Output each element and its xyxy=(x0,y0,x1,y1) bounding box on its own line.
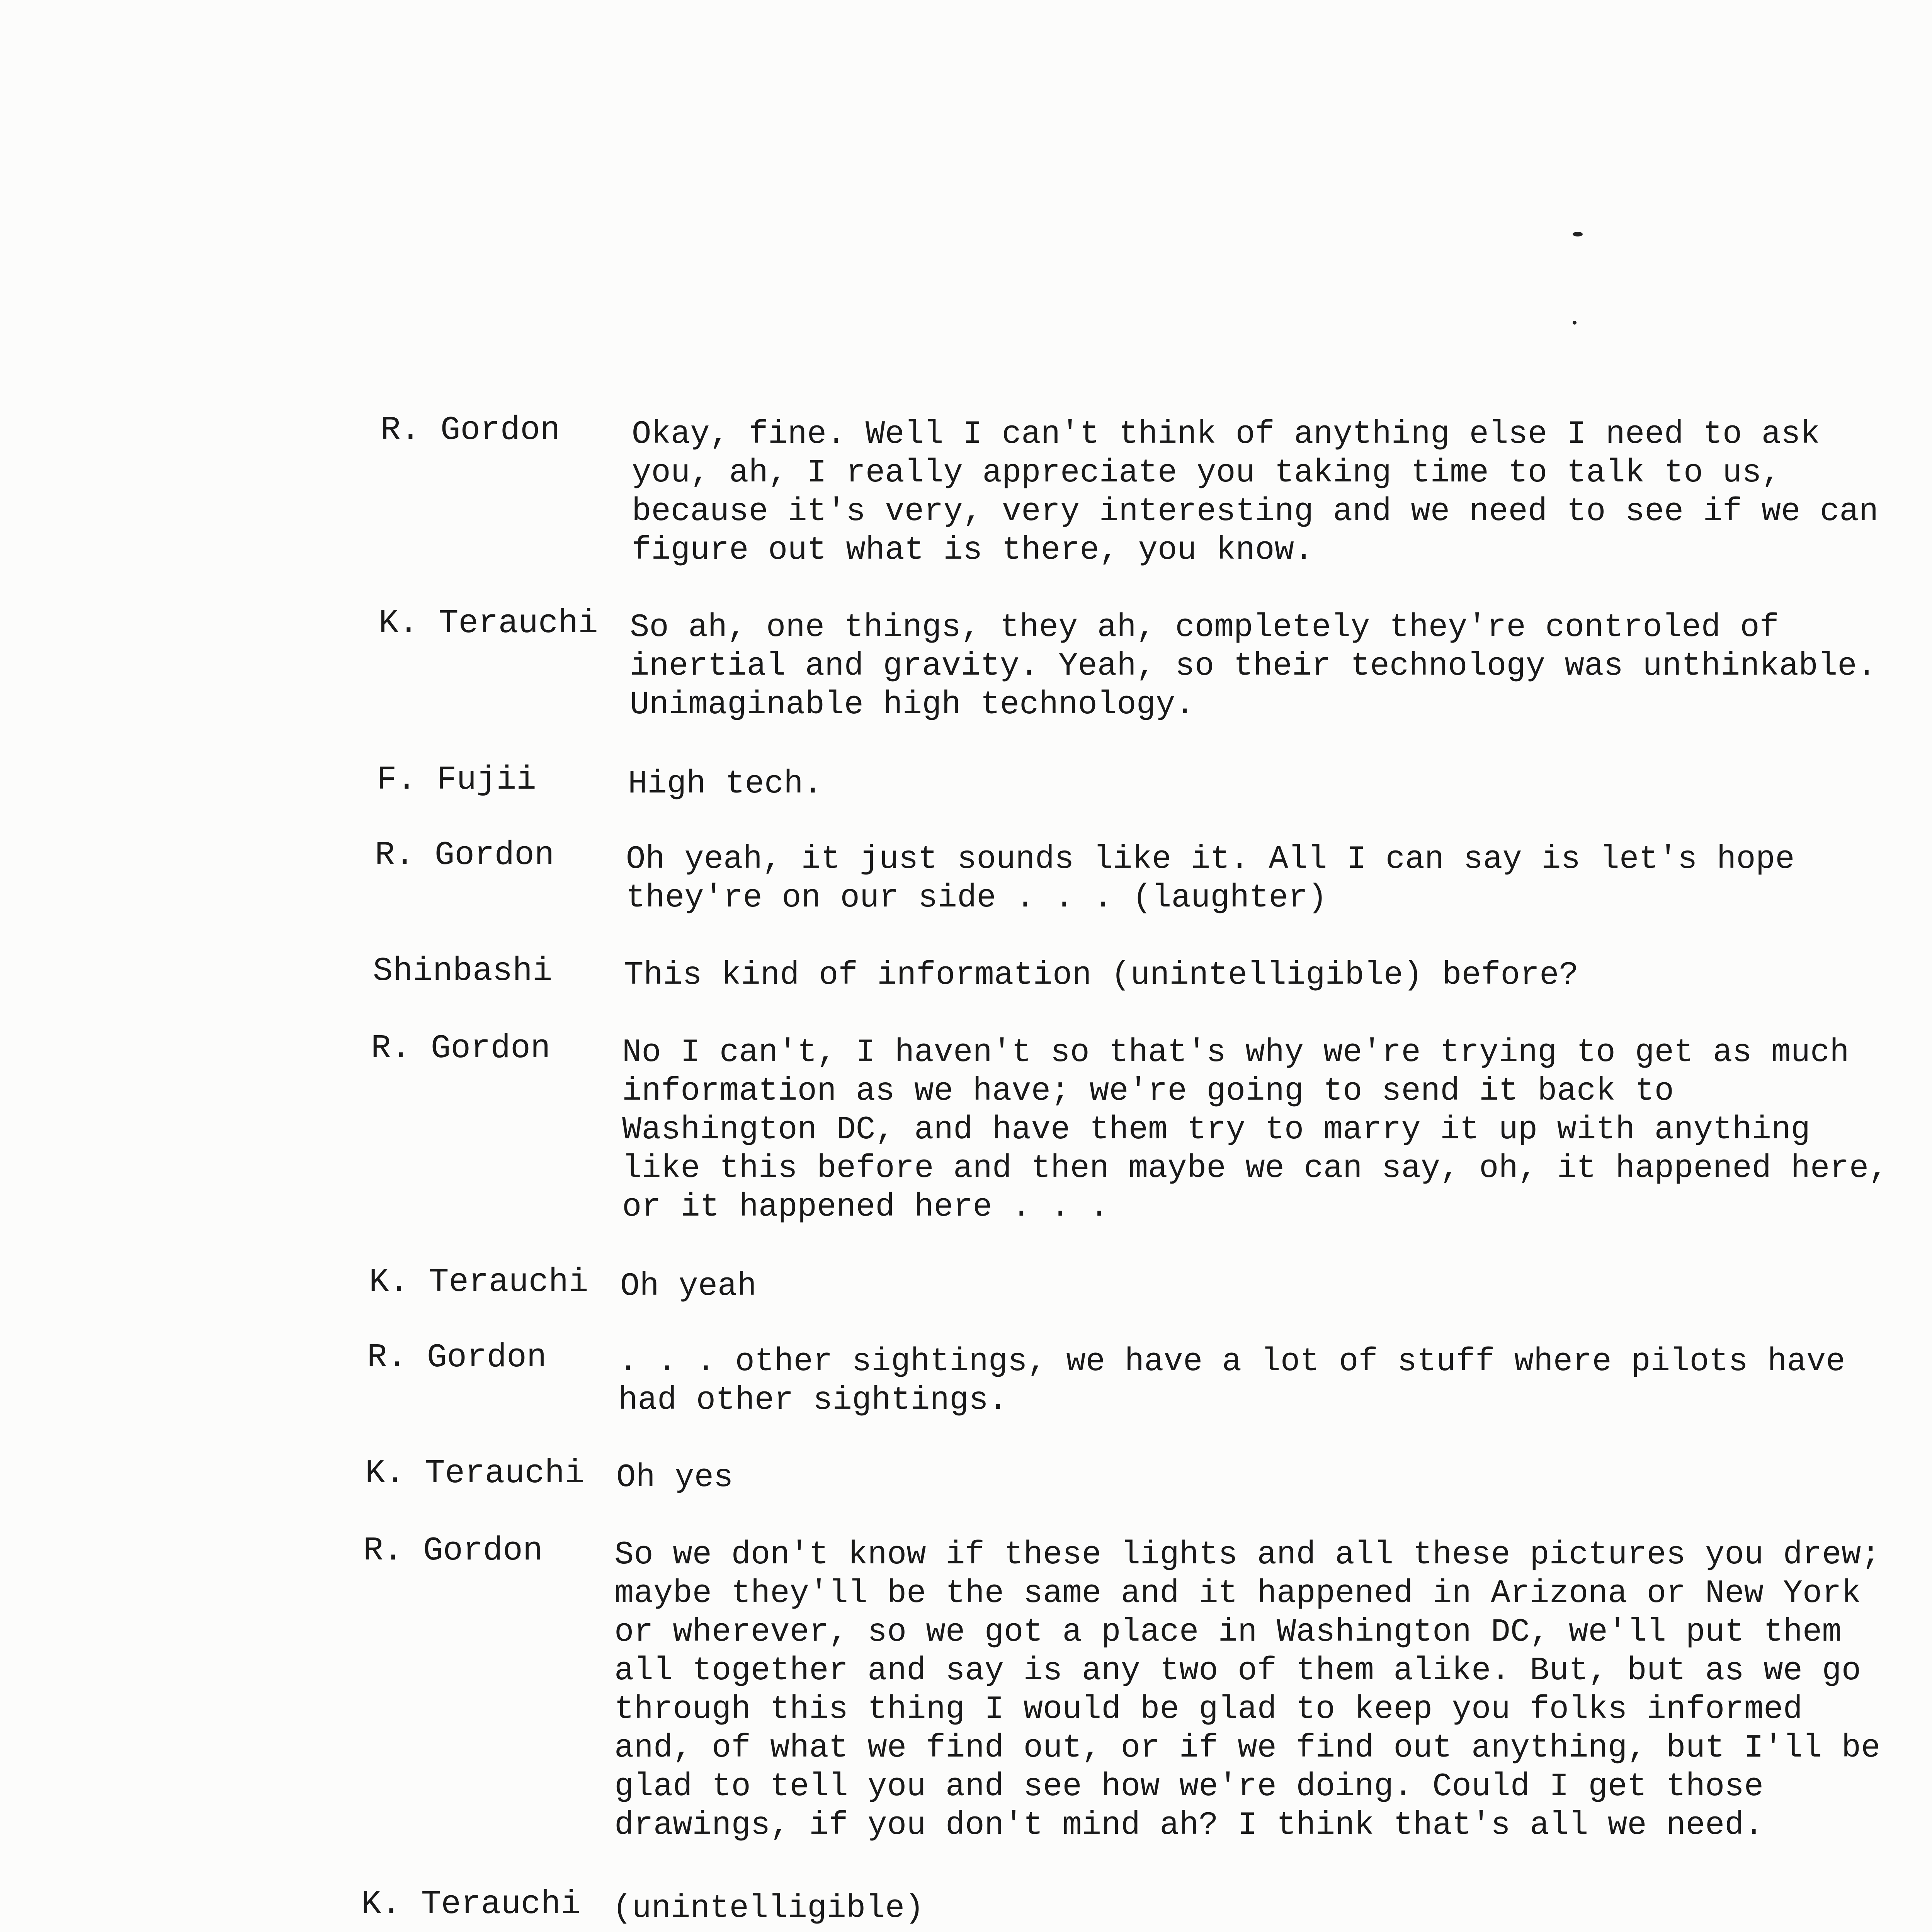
utterance-text: Oh yes xyxy=(616,1459,733,1496)
utterance-text: Oh yeah, it just sounds like it. All I can say is let's hope they're on our side . . . (laughter) xyxy=(626,841,1795,917)
utterance-text: . . . other sightings, we have a lot of stuff where pilots have had other sightings. xyxy=(618,1344,1845,1419)
utterance-text: So we don't know if these lights and all these pictures you drew; maybe they'll be the same and it happened in Arizona or New York or wherever, so we got a place in Washington DC, we'll put them all together and say is any two of them alike. But, but as we go through this thing I would be glad to keep you folks informed and, of what we find out, or if we find out anything, but I'll be glad to tell you and see how we're doing. Could I get those drawings, if you don't mind ah? I think that's all we need. xyxy=(614,1537,1881,1844)
speaker-name: K. Terauchi xyxy=(369,1263,588,1301)
utterance-text: No I can't, I haven't so that's why we're trying to get as much information as we have; we're going to send it back to Washington DC, and have them try to marry it up with anything like this before and then maybe we can say, oh, it happened here, or it happened here . . . xyxy=(622,1034,1888,1226)
utterance-text: (unintelligible) xyxy=(612,1890,924,1927)
speaker-name: Shinbashi xyxy=(373,952,553,990)
utterance-text: Oh yeah xyxy=(620,1268,757,1305)
speaker-name: R. Gordon xyxy=(363,1532,543,1570)
speaker-name: K. Terauchi xyxy=(361,1885,581,1923)
speaker-name: R. Gordon xyxy=(371,1029,551,1067)
speaker-name: R. Gordon xyxy=(381,411,560,449)
utterance-text: This kind of information (unintelligible) before? xyxy=(624,957,1579,994)
utterance-text: Okay, fine. Well I can't think of anything else I need to ask you, ah, I really appreciate you taking time to talk to us, because it's very, very interesting and we need to see if we can figure out what is there, you know. xyxy=(632,416,1879,569)
speaker-name: R. Gordon xyxy=(367,1338,547,1376)
speaker-name: R. Gordon xyxy=(375,836,554,874)
utterance-text: High tech. xyxy=(628,766,823,803)
speaker-name: K. Terauchi xyxy=(365,1454,585,1492)
speaker-name: F. Fujii xyxy=(377,761,536,799)
utterance-text: So ah, one things, they ah, completely they're controled of inertial and gravity. Yeah, so their technology was unthinkable. Unimaginable high technology. xyxy=(630,609,1877,723)
speaker-name: K. Terauchi xyxy=(379,604,598,642)
